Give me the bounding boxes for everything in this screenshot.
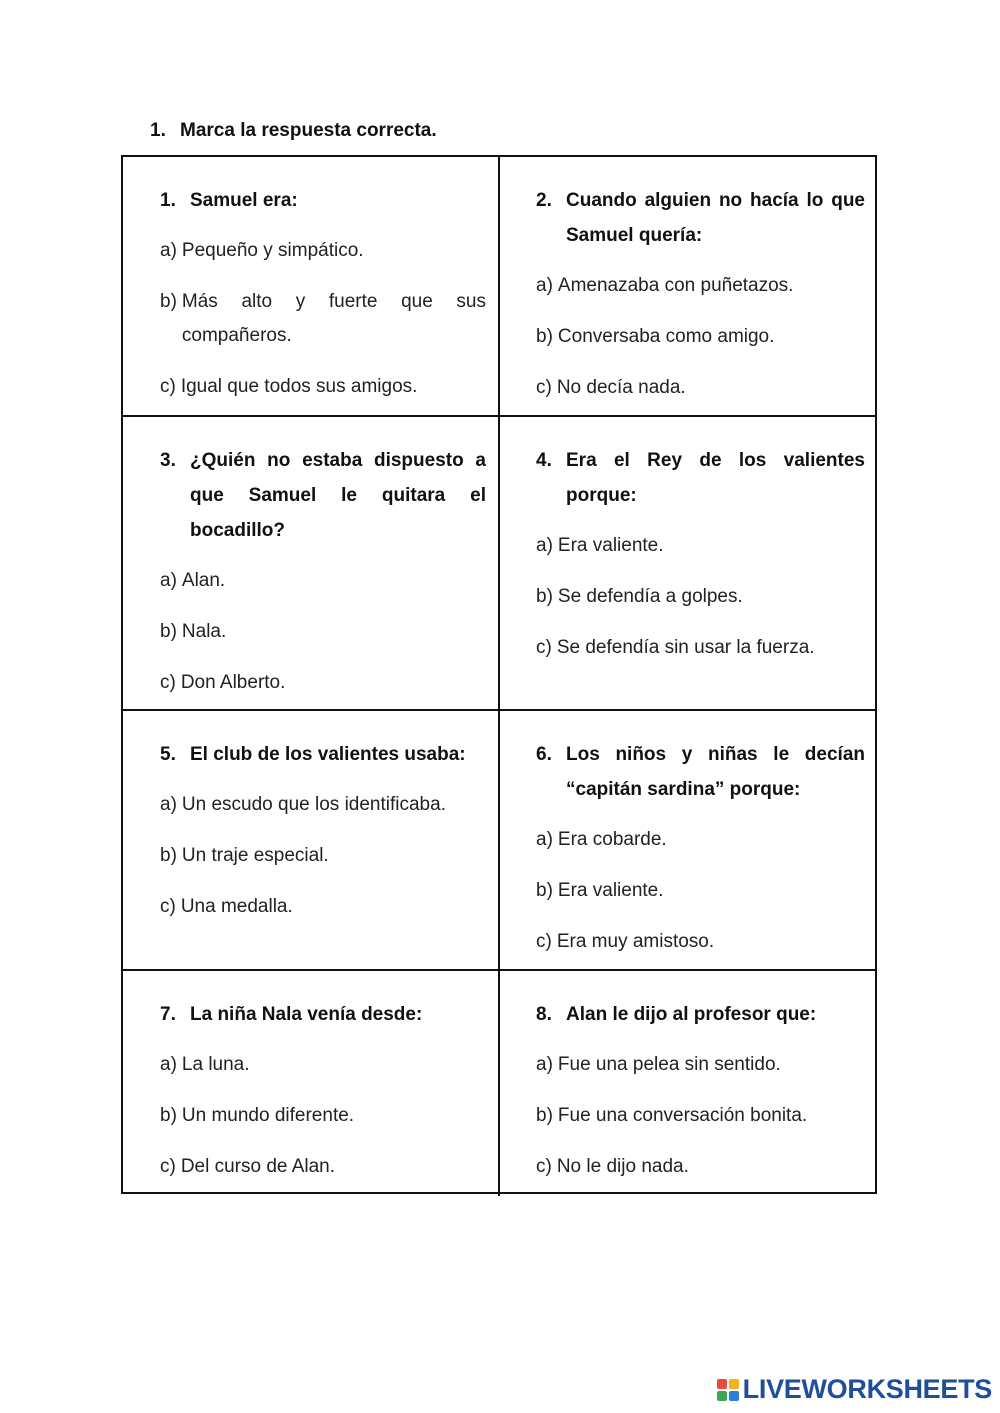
answer-option[interactable] <box>160 285 486 353</box>
answer-option[interactable] <box>536 580 865 614</box>
answer-option[interactable] <box>160 234 486 268</box>
logo-square-red <box>717 1379 727 1389</box>
question-number: 6. <box>536 744 552 765</box>
answer-option[interactable] <box>536 371 865 405</box>
answer-option[interactable] <box>160 1048 486 1082</box>
answer-option[interactable] <box>536 1150 865 1184</box>
answer-option[interactable] <box>536 269 865 303</box>
option-letter: a) <box>160 570 177 591</box>
option-letter: b) <box>160 1105 177 1126</box>
option-text: Del curso de Alan. <box>180 1156 336 1177</box>
option-letter: b) <box>536 326 553 347</box>
option-text: Se defendía sin usar la fuerza. <box>556 637 815 658</box>
liveworksheets-logo <box>717 1374 992 1405</box>
option-text: Era cobarde. <box>557 829 667 850</box>
option-text: Era valiente. <box>557 535 664 556</box>
option-text: Pequeño y simpático. <box>181 240 364 261</box>
question-text: Los niños y niñas le decían “capitán sardina” porque: <box>566 744 865 800</box>
answer-option[interactable] <box>536 1048 865 1082</box>
question-cell-7 <box>123 971 500 1196</box>
question-6 <box>536 737 865 807</box>
question-text: Alan le dijo al profesor que: <box>566 1004 817 1025</box>
answer-option[interactable] <box>536 631 865 665</box>
option-letter: c) <box>536 377 552 398</box>
answer-option[interactable] <box>536 823 865 857</box>
logo-square-yellow <box>729 1379 739 1389</box>
question-cell-2 <box>500 157 877 417</box>
option-text: Fue una pelea sin sentido. <box>557 1054 781 1075</box>
heading-number: 1. <box>150 120 166 141</box>
question-text: Cuando alguien no hacía lo que Samuel quería: <box>566 190 865 246</box>
question-4 <box>536 443 865 513</box>
logo-square-green <box>717 1391 727 1401</box>
question-2 <box>536 183 865 253</box>
answer-option[interactable] <box>536 874 865 908</box>
question-5 <box>160 737 486 772</box>
answer-option[interactable] <box>160 615 486 649</box>
option-text: Un escudo que los identificaba. <box>181 794 446 815</box>
question-cell-8 <box>500 971 877 1196</box>
question-text: ¿Quién no estaba dispuesto a que Samuel le quitara el bocadillo? <box>190 450 486 541</box>
option-text: Más alto y fuerte que sus compañeros. <box>181 291 486 346</box>
option-text: No decía nada. <box>556 377 686 398</box>
option-letter: b) <box>160 845 177 866</box>
option-text: Un traje especial. <box>181 845 329 866</box>
option-letter: a) <box>160 1054 177 1075</box>
option-letter: b) <box>160 621 177 642</box>
question-number: 5. <box>160 744 176 765</box>
question-text: Era el Rey de los valientes porque: <box>566 450 865 506</box>
option-letter: a) <box>536 829 553 850</box>
option-letter: c) <box>160 896 176 917</box>
logo-text: LIVEWORKSHEETS <box>742 1374 992 1404</box>
question-1 <box>160 183 486 218</box>
worksheet-heading <box>150 120 437 142</box>
option-text: Un mundo diferente. <box>181 1105 355 1126</box>
option-letter: a) <box>536 535 553 556</box>
option-text: Alan. <box>181 570 226 591</box>
question-number: 3. <box>160 450 176 471</box>
option-text: Era muy amistoso. <box>556 931 715 952</box>
question-text: La niña Nala venía desde: <box>190 1004 423 1025</box>
option-text: Don Alberto. <box>180 672 286 693</box>
question-text: El club de los valientes usaba: <box>190 744 466 765</box>
question-number: 4. <box>536 450 552 471</box>
logo-square-blue <box>729 1391 739 1401</box>
answer-option[interactable] <box>160 890 486 924</box>
option-text: Nala. <box>181 621 227 642</box>
option-letter: c) <box>160 376 176 397</box>
question-7 <box>160 997 486 1032</box>
option-text: Conversaba como amigo. <box>557 326 775 347</box>
question-number: 7. <box>160 1004 176 1025</box>
option-text: Igual que todos sus amigos. <box>180 376 418 397</box>
question-cell-6 <box>500 711 877 971</box>
option-letter: c) <box>160 1156 176 1177</box>
answer-option[interactable] <box>536 320 865 354</box>
question-cell-1 <box>123 157 500 417</box>
option-text: Amenazaba con puñetazos. <box>557 275 794 296</box>
question-cell-3 <box>123 417 500 711</box>
answer-option[interactable] <box>160 1150 486 1184</box>
question-8 <box>536 997 865 1032</box>
answer-option[interactable] <box>160 370 486 404</box>
question-text: Samuel era: <box>190 190 298 211</box>
option-text: Se defendía a golpes. <box>557 586 743 607</box>
option-letter: b) <box>536 586 553 607</box>
option-text: Una medalla. <box>180 896 293 917</box>
answer-option[interactable] <box>536 1099 865 1133</box>
option-letter: b) <box>536 1105 553 1126</box>
question-number: 8. <box>536 1004 552 1025</box>
answer-option[interactable] <box>536 529 865 563</box>
option-text: Fue una conversación bonita. <box>557 1105 808 1126</box>
answer-option[interactable] <box>160 1099 486 1133</box>
question-cell-5 <box>123 711 500 971</box>
option-text: No le dijo nada. <box>556 1156 689 1177</box>
answer-option[interactable] <box>160 788 486 822</box>
question-number: 1. <box>160 190 176 211</box>
heading-text: Marca la respuesta correcta. <box>180 120 437 141</box>
question-cell-4 <box>500 417 877 711</box>
option-letter: a) <box>160 794 177 815</box>
option-letter: c) <box>160 672 176 693</box>
option-text: Era valiente. <box>557 880 664 901</box>
option-text: La luna. <box>181 1054 250 1075</box>
question-number: 2. <box>536 190 552 211</box>
question-3 <box>160 443 486 548</box>
option-letter: a) <box>536 1054 553 1075</box>
option-letter: c) <box>536 637 552 658</box>
answer-option[interactable] <box>160 564 486 598</box>
answer-option[interactable] <box>160 666 486 700</box>
option-letter: a) <box>160 240 177 261</box>
answer-option[interactable] <box>536 925 865 959</box>
option-letter: b) <box>160 291 177 312</box>
option-letter: c) <box>536 931 552 952</box>
answer-option[interactable] <box>160 839 486 873</box>
option-letter: c) <box>536 1156 552 1177</box>
liveworksheets-mark-icon <box>717 1379 739 1401</box>
questions-table <box>121 155 877 1194</box>
option-letter: a) <box>536 275 553 296</box>
option-letter: b) <box>536 880 553 901</box>
